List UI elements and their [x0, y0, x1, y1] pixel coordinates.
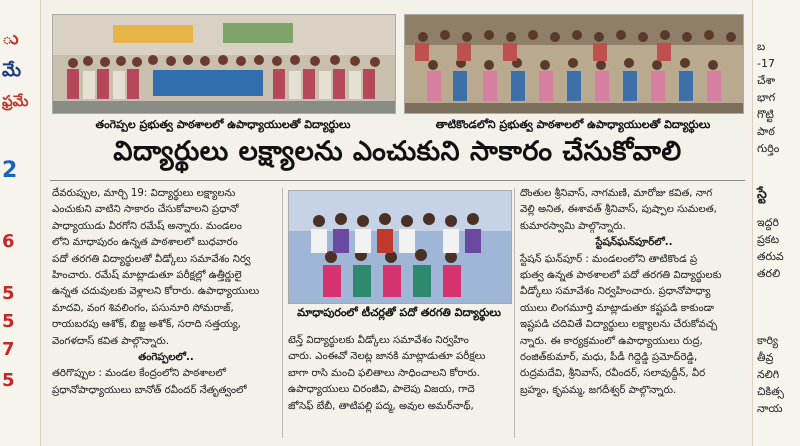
right-strip-line: తరువ — [757, 250, 784, 263]
left-strip-text-0: ు — [2, 28, 19, 49]
paragraph-line: న్నారు. ఈ కార్యక్రమంలో ఉపాధ్యాయులు రుద్ర, — [520, 335, 703, 347]
right-strip-line: గుర్తిం — [757, 142, 780, 155]
left-strip-text-3: 2 — [2, 158, 18, 183]
paragraph-line: బ్రహ్మం, కృపమ్మ, జగదీశ్వర్ పాల్గొన్నారు. — [520, 384, 677, 396]
right-strip-line: తీవ్ర — [757, 351, 774, 364]
paragraph-line: ప్రధానోపాధ్యాయులు బానోత్ రవీందర్ నేతృత్వంలో — [52, 384, 247, 396]
right-strip-line: తరలి — [757, 267, 781, 280]
photo-madhapuram-group — [288, 190, 512, 304]
paragraph-line: పదో తరగతి విద్యార్థులతో వీడ్కోలు సమావేశం నిర్వ — [52, 253, 251, 265]
left-strip-text-5: 5 — [2, 283, 15, 304]
left-strip-text-7: 7 — [2, 339, 15, 360]
right-strip-line: -17 — [757, 57, 775, 70]
article-headline: విద్యార్థులు లక్ష్యాలను ఎంచుకుని సాకారం చేసుకోవాలి — [113, 136, 682, 167]
paragraph-line: దొంతుల శ్రీనివాస్, నాగమణి, మారోజు కవిత, నాగ — [520, 188, 713, 199]
photo-caption-tatikonda: తాటికొండలోని ప్రభుత్వ పాఠశాలలో ఉపాధ్యాయులతో విద్యార్థులు — [435, 118, 711, 131]
right-strip-line: కార్యి — [757, 334, 779, 347]
article-column-2 — [288, 333, 510, 415]
paragraph-line: రాయబరపు ఆశోక్, బిజ్జ అశోక్, సరాది సత్తయ్య, — [52, 319, 241, 331]
paragraph-line: టెన్త్ విద్యార్థులకు వీడ్కోలు సమావేశం నిర్వహిం — [288, 335, 469, 346]
right-strip-line: బ — [757, 40, 766, 53]
right-strip-line: చేశా — [757, 74, 776, 87]
left-strip-text-2: ఫ్రమే — [2, 92, 29, 110]
paragraph-line: స్టేషన్ ఘన్‌పూర్ : మండలంలోని తాటికొండ ప్ర — [520, 253, 698, 265]
paragraph-line: యులు లింగమూర్తి మాట్లాడుతూ కష్టపడి కాకుండా — [520, 302, 715, 314]
subheading-station-ghanpur: స్టేషన్‌ఘన్‌పూర్‌లో.. — [595, 237, 673, 249]
photo-tangeppala-group — [52, 14, 396, 114]
paragraph-line: బాగా రాసి మంచి ఫలితాలు సాధించాలని కోరారు. — [288, 367, 480, 379]
photo-tatikonda-group — [404, 14, 744, 114]
right-strip-line: నలిగి — [757, 368, 780, 381]
left-strip-text-6: 5 — [2, 311, 15, 332]
column-divider — [514, 188, 515, 438]
paragraph-line: మాదవి, వంగ శివలింగం, పసునూరి సోమరాజ్, — [52, 302, 234, 314]
paragraph-line: లోని మాధాపురం ఉన్నత పాఠశాలలో బుధవారం — [52, 237, 238, 249]
paragraph-line: జోసెఫ్ బేబీ, తాటిపల్లి పద్మ, అవుల అమర్‌నాథ్, — [288, 400, 474, 412]
right-strip-line: నాయ — [757, 402, 783, 415]
paragraph-line: వీడ్కోలు సమావేశం నిర్వహించారు. ప్రధానోపాధ్యా — [520, 286, 711, 298]
paragraph-line: తరిగొప్పుల : మండల కేంద్రంలోని పాఠశాలలో — [52, 368, 226, 380]
right-strip-line: చికిత్స — [757, 385, 784, 398]
left-adjacent-column — [0, 0, 41, 446]
left-strip-text-4: 6 — [2, 231, 15, 252]
paragraph-line: పాధ్యాయుడు వీరగోని రమేష్ అన్నారు. మండలం — [52, 220, 242, 232]
right-strip-line: ప్రకట — [757, 233, 780, 246]
paragraph-line: వెల్లి అనిత, ఈశావత్ శ్రీనివాస్, పుష్పాల సుమలత, — [520, 204, 717, 216]
paragraph-line: హించారు. రమేష్ మాట్లాడుతూ పరీక్షల్లో ఉత్తీర్ణులై — [52, 270, 242, 282]
left-strip-text-8: 5 — [2, 370, 15, 391]
article-column-1 — [52, 186, 280, 399]
right-adjacent-column — [752, 0, 800, 446]
paragraph-line: ఉన్నత చదువులకు వెళ్లాలని కోరారు. ఉపాధ్యాయులు — [52, 286, 260, 298]
right-strip-line: గొట్టి — [757, 108, 774, 121]
headline-underline — [50, 180, 745, 181]
paragraph-line: ఉపాధ్యాయులు చిరంజీవి, పాలెపు విజయ, గాదె — [288, 384, 475, 396]
photo-caption-madhapuram: మాధాపురంలో టీచర్లతో పదో తరగతి విద్యార్థులు — [297, 306, 501, 319]
subheading-tangeppala: తంగెప్పలలో.. — [138, 352, 194, 364]
right-strip-line: పాఠ — [757, 125, 775, 138]
right-strip-line: స్టే — [757, 186, 767, 202]
left-strip-text-1: మే — [2, 60, 22, 81]
paragraph-line: రంజిత్‌కుమార్, మధు, పీడీ గిద్దెడ్డి ప్రమోద్‌రెడ్డి, — [520, 352, 698, 364]
column-divider — [282, 188, 283, 438]
paragraph-line: దేవరుప్పుల, మార్చి 19: విద్యార్థులు లక్ష్యాలను — [52, 188, 236, 199]
right-strip-line: భాగ — [757, 91, 776, 104]
article-column-3 — [520, 186, 748, 399]
paragraph-line: ఇష్టపడి చదివితే విద్యార్థులు లక్ష్యాలను చేరుకోవచ్చ — [520, 319, 718, 331]
paragraph-line: వెంగళదాస్ కవిత పాల్గొన్నారు. — [52, 335, 170, 347]
paragraph-line: కుమారస్వామి పాల్గొన్నారు. — [520, 220, 626, 232]
paragraph-line: భుత్వ ఉన్నత పాఠశాలలో పదో తరగతి విద్యార్థులకు — [520, 270, 722, 282]
photo-caption-tangeppala: తంగెప్పల ప్రభుత్వ పాఠశాలలో ఉపాధ్యాయులతో విద్యార్థులు — [95, 118, 351, 131]
paragraph-line: రుద్రమదేవి, శ్రీనివాస్, రవీందర్, సలావుద్దీన్, వీర — [520, 368, 706, 380]
paragraph-line: చారు. ఎంఈవో నెలట్ల జానకి మాట్లాడుతూ పరీక్షలు — [288, 351, 486, 363]
paragraph-line: ఎంచుకుని వాటిని సాకారం చేసుకోవాలని ప్రధానో — [52, 204, 239, 216]
right-strip-line: ఇద్దరి — [757, 216, 779, 229]
